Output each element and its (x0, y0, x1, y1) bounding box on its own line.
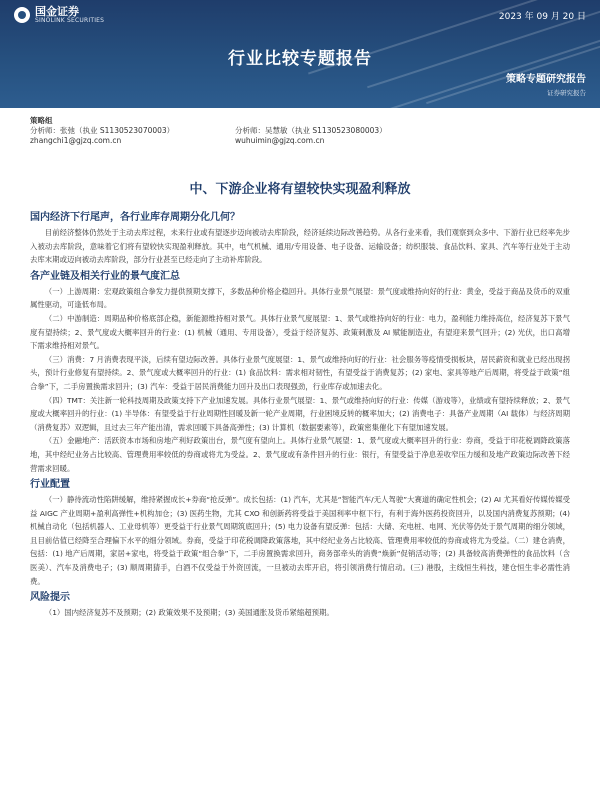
report-date: 2023 年 09 月 20 日 (498, 12, 586, 22)
section-title-sentiment: 各产业链及相关行业的景气度汇总 (30, 270, 180, 282)
paragraph: （三）消费：7 月消费表现平淡，后续有望边际改善。具体行业景气度展望：1、景气或维持向好的行业：社会服务等疫情受损板块，居民薪资和就业已经出现拐头，预计行业修复有望持续。2、景气度或大概率回升的行业：(1) 食品饮料：需求相对韧性，有望受益于消费复苏；(2) 家电、家具等地产后周期，将受益于政策“组合拳”下，二手房置换需求回升；(3) 汽车：受益于居民消费能力回升及出口表现强劲，行业库存或加速去化。 (30, 354, 570, 391)
analyst-2: 分析师：吴慧敏（执业 S1130523080003） (235, 126, 387, 135)
paragraph: （四）TMT：关注新一轮科技周期及政策支持下产业加速发展。具体行业景气展望：1、景气或维持向好的行业：传媒（游戏等），业绩或有望持续释放；2、景气度或大概率回升的行业：(1) 半导体：有望受益于行业周期性回暖及新一轮产业周期，行业困境反转的概率加大；(2) 消费电子：具备产业周期（AI 载体）与经济周期（消费复苏）双逻辑，且过去三年产能出清，需求回暖下具备高弹性；(3) 计算机（数据要素等），政策密集催化下有望加速发展。 (30, 395, 570, 432)
report-header (0, 0, 600, 108)
section-title-risk: 风险提示 (30, 592, 70, 604)
sinolink-logo-icon (14, 7, 30, 23)
analyst-block (30, 116, 570, 146)
paragraph: （1）国内经济复苏不及预期；(2) 政策效果不及预期；(3) 美国通胀及货币紧缩超预期。 (44, 608, 334, 618)
paragraph: （一）上游周期：宏观政策组合拳发力提供预期支撑下，多数品种价格企稳回升。具体行业景气展望：景气度或维持向好的行业：黄金，受益于商品及货币的双重属性驱动，可逢低布局。 (30, 286, 570, 310)
section-title-allocation: 行业配置 (30, 479, 70, 491)
paragraph: （一）静待流动性陷阱缓解，维持紧握成长+券商“抢反弹”。成长包括：(1) 汽车，尤其是“智能汽车/无人驾驶”大赛道的确定性机会；(2) AI 尤其看好传媒传媒受益 AIGC 产业周期+盈利高弹性+机构加仓；(3) 医药生物，尤其 CXO 和创新药将受益于美国利率中枢下行，有利于海外医药投资回升，以及国内消费复苏预期；(4) 机械自动化（包括机器人、工业母机等）更受益于行业景气周期筑底回升；(5) 电力设备有望反弹：包括：大储、充电桩、电网、光伏等仍处于景气周期的细分领域，且目前估值已经降至合理偏下水平的细分领域。券商，受益于印花税调降政策落地，其中经纪业务占比较高、管理费用率较低的券商或将尤为受益。（二）建仓消费，包括：(1) 地产后周期，家居+家电，将受益于政策“组合拳”下，二手房置换需求回升，商务部牵头的消费“焕新”促销活动等；(2) 具备较高消费弹性的食品饮料（含医美）、汽车及消费电子；(3) 顺周期猜手，白酒不仅受益于外资回流，一旦被动去库开启，将引领消费行情启动。(三) 港股，主线恒生科技，建仓恒生非必需性消费。 (30, 495, 570, 586)
paragraph: （五）金融地产：活跃资本市场和房地产利好政策出台，景气度有望向上。具体行业景气展望：1、景气度或大概率回升的行业：券商，受益于印花税调降政策落地，其中经纪业务占比较高、管理费用率较低的券商或将尤为受益。2、景气度或有条件回升的行业：银行，有望受益于净息差收窄压力缓和及地产政策边际改善下经营需求回暖。 (30, 436, 570, 473)
report-subtype: 证券研究报告 (547, 89, 586, 97)
analyst-1-email: zhangchi1@gjzq.com.cn (30, 136, 122, 145)
paragraph: （二）中游制造：周期品种价格底部企稳，新能源维持相对景气。具体行业景气度展望：1、景气或维持向好的行业：电力，盈利能力维持高位，经济复苏下景气度有望持续；2、景气度或大概率回升的行业：(1) 机械（通用、专用设备），受益于经济复苏、政策刺激及 AI 赋能制造业，有望迎来景气回升；(2) 光伏，出口高增下需求维持相对景气。 (30, 313, 570, 351)
report-title: 行业比较专题报告 (228, 49, 372, 69)
paragraph: 目前经济整体仍然处于主动去库过程，未来行业或有望逐步迈向被动去库阶段，经济延续边际改善趋势。从各行业来看，我们观察到众多中、下游行业已经率先步入被动去库阶段，意味着它们将有望较快实现盈利释放。其中，电气机械、通用/专用设备、电子设备、运输设备；纺织服装、食品饮料、家具、汽车等行业处于主动去库末期或迈向被动去库阶段，部分行业甚至已经走向了主动补库阶段。 (30, 228, 570, 265)
page-title: 中、下游企业将有望较快实现盈利释放 (189, 182, 411, 197)
report-type: 策略专题研究报告 (506, 74, 586, 85)
report-body (30, 208, 570, 620)
logo-sub: SINOLINK SECURITIES (35, 17, 105, 24)
analyst-2-email: wuhuimin@gjzq.com.cn (235, 136, 325, 145)
logo-name: 国金证券 (35, 5, 79, 18)
section-title-inventory: 国内经济下行尾声，各行业库存周期分化几何？ (30, 212, 240, 223)
analyst-1: 分析师：张弛（执业 S1130523070003） (30, 126, 175, 135)
group-label: 策略组 (30, 116, 53, 125)
brand-logo (14, 6, 104, 24)
